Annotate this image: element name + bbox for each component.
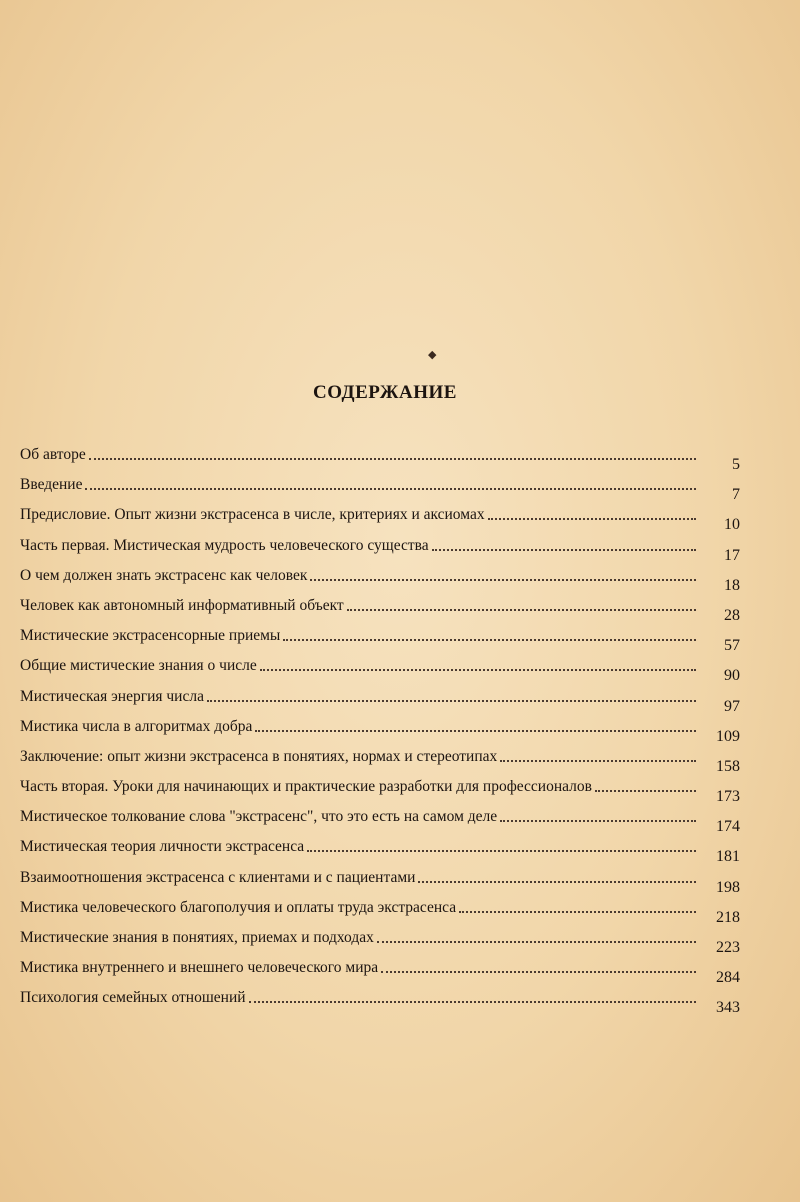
toc-entry-title: О чем должен знать экстрасенс как человек [20, 566, 308, 584]
toc-page-number: 158 [716, 757, 740, 775]
toc-page-number: 57 [724, 637, 740, 655]
dot-leader [207, 699, 696, 702]
toc-entry-title: Заключение: опыт жизни экстрасенса в понятиях, нормах и стереотипах [20, 747, 498, 765]
toc-page-number: 18 [724, 576, 740, 594]
toc-entry [20, 869, 740, 899]
toc-entry-title: Взаимоотношения экстрасенса с клиентами и с пациентами [20, 868, 416, 886]
table-of-contents [20, 446, 740, 1020]
toc-page-number: 223 [716, 939, 740, 956]
toc-entry-title: Мистическая энергия числа [20, 687, 204, 705]
toc-entry [20, 446, 740, 476]
toc-entry-title: Мистика числа в алгоритмах добра [20, 717, 253, 735]
toc-page-number: 173 [716, 788, 740, 806]
dot-leader [595, 789, 696, 792]
toc-page-number: 198 [716, 878, 740, 896]
toc-entry-title: Об авторе [20, 446, 86, 463]
dot-leader [283, 638, 696, 641]
toc-entry-title: Общие мистические знания о числе [20, 657, 257, 675]
toc-entry-line [20, 989, 696, 1007]
toc-page-number: 97 [724, 697, 740, 715]
toc-entry-title: Введение [20, 476, 83, 494]
toc-entry-line [20, 838, 696, 856]
toc-entry-title: Часть вторая. Уроки для начинающих и практические разработки для профессионалов [20, 778, 592, 796]
toc-entry [20, 748, 740, 778]
dot-leader [255, 729, 696, 732]
toc-entry [20, 537, 740, 567]
toc-entry [20, 989, 740, 1019]
dot-leader [418, 880, 696, 883]
dot-leader [260, 668, 696, 671]
toc-entry-line [20, 808, 696, 826]
toc-entry-title: Часть первая. Мистическая мудрость человеческого существа [20, 536, 429, 554]
toc-entry [20, 718, 740, 748]
toc-page-number: 5 [732, 456, 740, 473]
ornament-dot: ◆ [428, 349, 437, 361]
dot-leader [249, 1000, 696, 1003]
toc-entry-title: Мистика человеческого благополучия и оплаты труда экстрасенса [20, 898, 457, 916]
toc-entry-line [20, 748, 696, 766]
toc-entry [20, 688, 740, 718]
toc-page-number: 17 [724, 546, 740, 564]
toc-entry [20, 929, 740, 959]
toc-entry-line [20, 567, 696, 585]
toc-entry-title: Мистические экстрасенсорные приемы [20, 627, 281, 645]
toc-entry-line [20, 537, 696, 555]
toc-entry [20, 657, 740, 687]
toc-page-number: 7 [732, 486, 740, 504]
toc-page-number: 218 [716, 908, 740, 926]
toc-page-number: 343 [716, 999, 740, 1017]
toc-entry [20, 899, 740, 929]
dot-leader [381, 970, 696, 973]
toc-entry [20, 476, 740, 506]
dot-leader [307, 849, 696, 852]
toc-entry [20, 959, 740, 989]
toc-entry-line [20, 657, 696, 675]
toc-entry-title: Мистика внутреннего и внешнего человеческого мира [20, 959, 379, 977]
dot-leader [500, 759, 696, 762]
toc-page-number: 109 [716, 727, 740, 745]
dot-leader [500, 819, 696, 822]
toc-entry-line [20, 688, 696, 706]
toc-entry-title: Предисловие. Опыт жизни экстрасенса в числе, критериях и аксиомах [20, 506, 485, 524]
toc-entry-line [20, 778, 696, 796]
toc-entry [20, 838, 740, 868]
toc-page-number: 90 [724, 667, 740, 685]
toc-entry-line [20, 718, 696, 736]
dot-leader [310, 578, 696, 581]
page-title: СОДЕРЖАНИЕ [313, 382, 457, 403]
toc-entry-line [20, 476, 696, 494]
toc-entry-line [20, 627, 696, 645]
dot-leader [459, 910, 696, 913]
toc-page-number: 174 [716, 818, 740, 836]
dot-leader [432, 548, 696, 551]
dot-leader [347, 608, 696, 611]
dot-leader [85, 487, 696, 490]
dot-leader [488, 517, 696, 520]
toc-entry-line [20, 959, 696, 977]
toc-entry-line [20, 446, 696, 464]
toc-page-number: 10 [724, 516, 740, 534]
toc-entry-line [20, 869, 696, 887]
toc-entry-title: Мистические знания в понятиях, приемах и подходах [20, 929, 374, 946]
dot-leader [89, 457, 696, 460]
toc-entry [20, 778, 740, 808]
bleed-through-text [185, 1090, 585, 1170]
toc-entry [20, 808, 740, 838]
toc-entry-line [20, 899, 696, 917]
toc-entry-line [20, 506, 696, 524]
toc-page-number: 284 [716, 969, 740, 987]
toc-entry [20, 627, 740, 657]
toc-page-number: 28 [724, 606, 740, 624]
toc-entry [20, 506, 740, 536]
toc-entry [20, 597, 740, 627]
toc-entry-title: Человек как автономный информативный объект [20, 596, 344, 614]
toc-entry-title: Мистическая теория личности экстрасенса [20, 838, 305, 856]
toc-entry-line [20, 929, 696, 947]
toc-page-number: 181 [716, 848, 740, 866]
toc-entry-title: Психология семейных отношений [20, 989, 246, 1007]
dot-leader [377, 940, 696, 943]
toc-entry-line [20, 597, 696, 615]
toc-entry-title: Мистическое толкование слова "экстрасенс", что это есть на самом деле [20, 808, 498, 826]
toc-entry [20, 567, 740, 597]
